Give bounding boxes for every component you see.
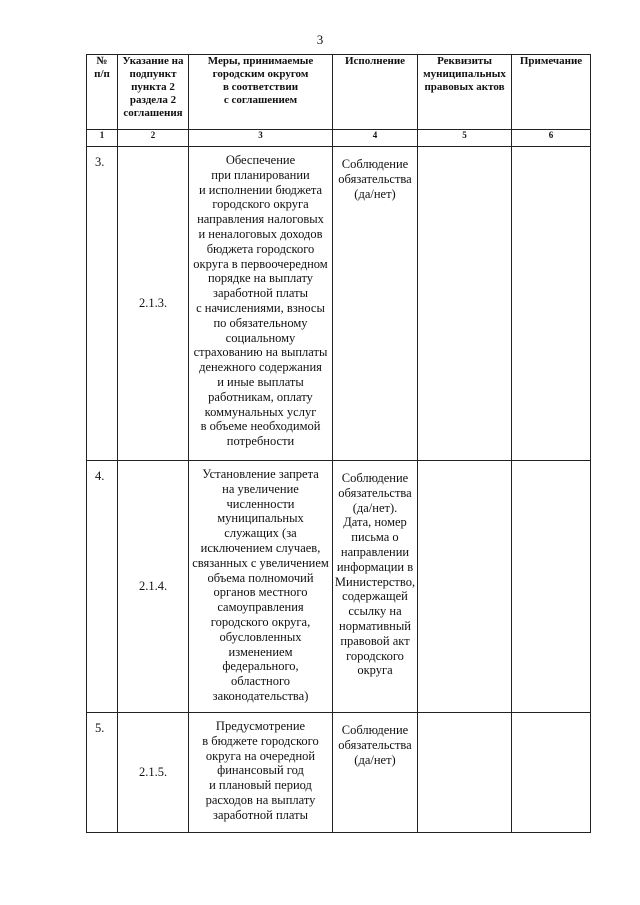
row-note	[512, 461, 591, 713]
header-execution: Исполнение	[333, 55, 418, 130]
row-number: 5.	[87, 713, 118, 833]
table-row	[87, 713, 591, 833]
row-measure: Установление запрета на увеличение численности муниципальных служащих (за исключением случаев, связанных с увеличением объема полномочий органов местного самоуправления городского округа, обусловленных изменением федерального, областного законодательства)	[189, 461, 333, 713]
column-number: 2	[118, 130, 189, 147]
table-row	[87, 147, 591, 461]
page-number: 3	[316, 32, 324, 47]
row-number: 3.	[87, 147, 118, 461]
row-requisites	[418, 461, 512, 713]
row-number: 4.	[87, 461, 118, 713]
row-clause: 2.1.4.	[118, 461, 189, 713]
row-clause: 2.1.5.	[118, 713, 189, 833]
column-number: 6	[512, 130, 591, 147]
row-note	[512, 713, 591, 833]
row-clause: 2.1.3.	[118, 147, 189, 461]
row-measure: Обеспечение при планировании и исполнении бюджета городского округа направления налоговых и неналоговых доходов бюджета городского округа в первоочередном порядке на выплату заработной платы с начислениями, взносы по обязательному социальному страхованию на выплаты денежного содержания и иные выплаты работникам, оплату коммунальных услуг в объеме необходимой потребности	[189, 147, 333, 461]
table-row	[87, 461, 591, 713]
header-measures: Меры, принимаемые городским округом в соответствии с соглашением	[189, 55, 333, 130]
row-execution: Соблюдение обязательства (да/нет)	[333, 713, 418, 833]
table-header-row	[87, 55, 591, 130]
column-numbers-row	[87, 130, 591, 147]
column-number: 1	[87, 130, 118, 147]
row-requisites	[418, 147, 512, 461]
row-execution: Соблюдение обязательства (да/нет)	[333, 147, 418, 461]
column-number: 4	[333, 130, 418, 147]
header-number: № п/п	[87, 55, 118, 130]
header-requisites: Реквизиты муниципальных правовых актов	[418, 55, 512, 130]
row-execution: Соблюдение обязательства (да/нет). Дата, номер письма о направлении информации в Министерство, содержащей ссылку на нормативный правовой акт городского округа	[333, 461, 418, 713]
header-clause: Указание на подпункт пункта 2 раздела 2 соглашения	[118, 55, 189, 130]
row-note	[512, 147, 591, 461]
row-measure: Предусмотрение в бюджете городского округа на очередной финансовый год и плановый период расходов на выплату заработной платы	[189, 713, 333, 833]
row-requisites	[418, 713, 512, 833]
column-number: 5	[418, 130, 512, 147]
measures-table	[86, 54, 591, 833]
header-note: Примечание	[512, 55, 591, 130]
column-number: 3	[189, 130, 333, 147]
